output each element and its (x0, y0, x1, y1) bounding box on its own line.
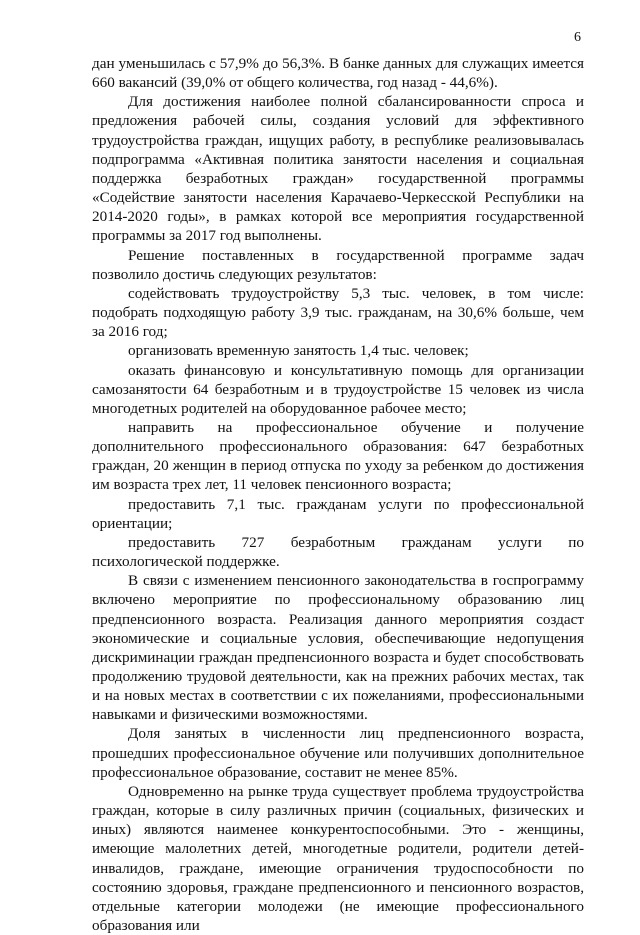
document-body (92, 54, 584, 935)
paragraph: предоставить 727 безработным гражданам услуги по психологической поддержке. (92, 533, 584, 571)
paragraph: дан уменьшилась с 57,9% до 56,3%. В банке данных для служащих имеется 660 вакансий (39,0% от общего количества, год назад - 44,6%). (92, 55, 584, 92)
paragraph: Для достижения наиболее полной сбалансированности спроса и предложения рабочей силы, создания условий для эффективного трудоустройства граждан, ищущих работу, в республике реализовывалась подпрограмма «Активная политика занятости населения и социальная поддержка безработных граждан» государственной программы «Содействие занятости населения Карачаево-Черкесской Республики на 2014-2020 годы», в рамках которой все мероприятия государственной программы за 2017 год выполнены. (92, 93, 584, 245)
paragraph: организовать временную занятость 1,4 тыс. человек; (128, 342, 469, 360)
paragraph: предоставить 7,1 тыс. гражданам услуги по профессиональной ориентации; (92, 495, 584, 532)
paragraph: Решение поставленных в государственной программе задач позволило достичь следующих результатов: (92, 246, 584, 283)
paragraph: оказать финансовую и консультативную помощь для организации самозанятости 64 безработным и в трудоустройстве 15 человек из числа многодетных родителей на оборудованное рабочее место; (92, 361, 584, 417)
paragraph: Доля занятых в численности лиц предпенсионного возраста, прошедших профессиональное обучение или получивших дополнительное профессиональное образование, составит не менее 85%. (92, 725, 584, 781)
page-number: 6 (574, 30, 581, 45)
paragraph: содействовать трудоустройству 5,3 тыс. человек, в том числе: подобрать подходящую работу 3,9 тыс. гражданам, на 30,6% больше, чем за 2016 год; (92, 284, 584, 341)
paragraph: направить на профессиональное обучение и получение дополнительного профессионального образования: 647 безработных граждан, 20 женщин в период отпуска по уходу за ребенком до достижения им возраста трех лет, 11 человек пенсионного возраста; (92, 418, 584, 494)
paragraph: Одновременно на рынке труда существует проблема трудоустройства граждан, которые в силу различных причин (социальных, физических и иных) являются наименее конкурентоспособными. Это - женщины, имеющие малолетних детей, многодетные родители, родители детей-инвалидов, граждане, имеющие ограничения трудоспособности по состоянию здоровья, граждане предпенсионного и пенсионного возрастов, отдельные категории молодежи (не имеющие профессионального образования или (92, 782, 584, 935)
paragraph: В связи с изменением пенсионного законодательства в госпрограмму включено мероприятие по профессиональному образованию лиц предпенсионного возраста. Реализация данного мероприятия создаст экономические и социальные условия, обеспечивающие недопущения дискриминации граждан предпенсионного возраста и будет способствовать продолжению трудовой деятельности, как на прежних рабочих местах, так и на новых местах в соответствии с их пожеланиями, профессиональными навыками и физическими возможностями. (92, 572, 584, 724)
